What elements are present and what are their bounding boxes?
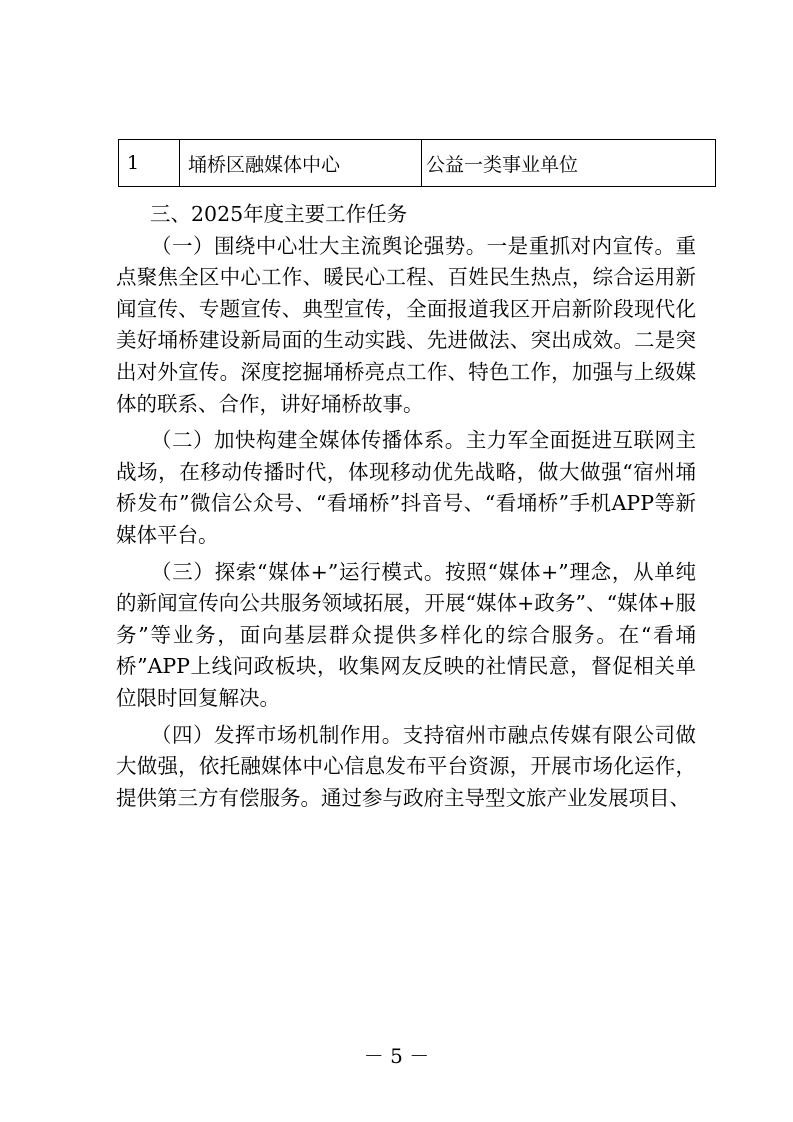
table-row	[119, 140, 716, 187]
unit-table	[118, 139, 716, 187]
paragraph-4: （四）发挥市场机制作用。支持宿州市融点传媒有限公司做大做强，依托融媒体中心信息发布平台资源，开展市场化运作，提供第三方有偿服务。通过参与政府主导型文旅产业发展项目、	[116, 722, 696, 810]
body-text	[116, 199, 696, 819]
table-cell-index: 1	[119, 140, 180, 187]
paragraph-3: （三）探索“媒体+”运行模式。按照“媒体+”理念，从单纯的新闻宣传向公共服务领域拓展，开展“媒体+政务”、“媒体+服务”等业务，面向基层群众提供多样化的综合服务。在“看埇桥”APP上线问政板块，收集网友反映的社情民意，督促相关单位限时回复解决。	[116, 559, 696, 710]
section-heading: 三、2025年度主要工作任务	[150, 202, 408, 226]
page-number: － 5 －	[363, 1044, 430, 1068]
table-cell-name: 埇桥区融媒体中心	[180, 140, 422, 187]
table-cell-type: 公益一类事业单位	[422, 140, 716, 187]
paragraph-2: （二）加快构建全媒体传播体系。主力军全面挺进互联网主战场，在移动传播时代，体现移动优先战略，做大做强“宿州埇桥发布”微信公众号、“看埇桥”抖音号、“看埇桥”手机APP等新媒体平台。	[116, 428, 696, 547]
paragraph-1: （一）围绕中心壮大主流舆论强势。一是重抓对内宣传。重点聚焦全区中心工作、暖民心工程、百姓民生热点，综合运用新闻宣传、专题宣传、典型宣传，全面报道我区开启新阶段现代化美好埇桥建设新局面的生动实践、先进做法、突出成效。二是突出对外宣传。深度挖掘埇桥亮点工作、特色工作，加强与上级媒体的联系、合作，讲好埇桥故事。	[116, 233, 696, 416]
